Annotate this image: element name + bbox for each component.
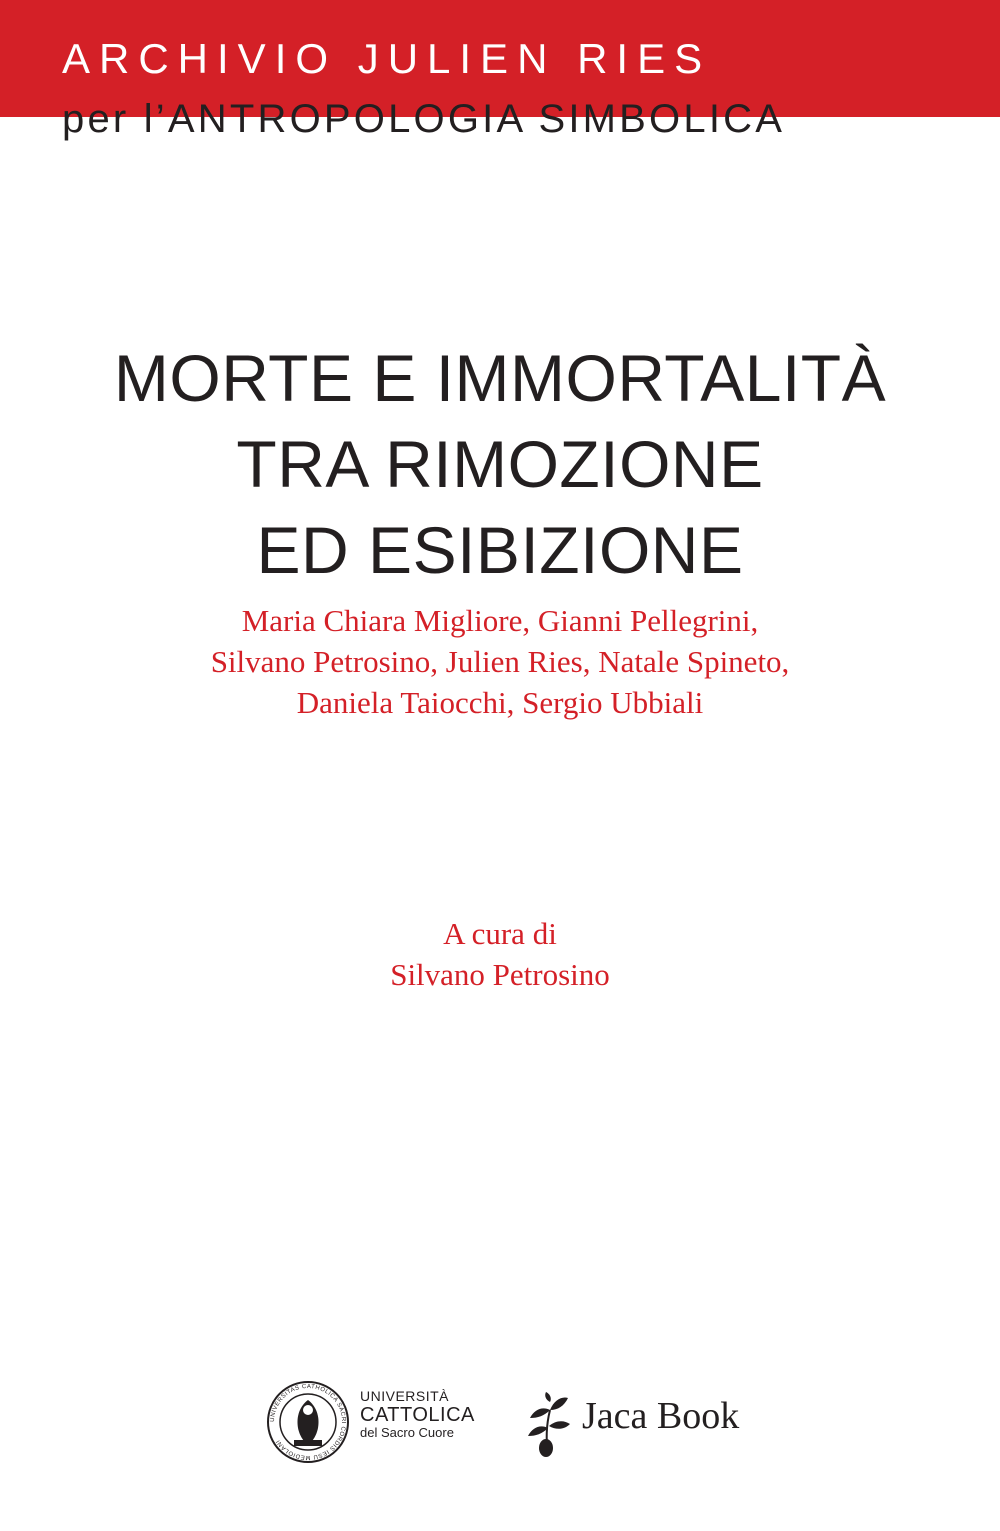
university-logo — [360, 1388, 475, 1441]
jaca-plant-icon — [524, 1388, 572, 1458]
authors-line: Maria Chiara Migliore, Gianni Pellegrini, — [241, 603, 759, 638]
university-name-line1: UNIVERSITÀ — [360, 1388, 450, 1404]
jaca-book-name: Jaca Book — [582, 1395, 740, 1437]
book-title-line: TRA RIMOZIONE — [236, 427, 764, 501]
university-name-line3: del Sacro Cuore — [360, 1425, 454, 1440]
book-title-line: MORTE E IMMORTALITÀ — [113, 341, 887, 415]
book-title-line: ED ESIBIZIONE — [256, 513, 744, 587]
series-title: ARCHIVIO JULIEN RIES — [62, 35, 712, 82]
authors-line: Silvano Petrosino, Julien Ries, Natale Spineto, — [210, 644, 790, 679]
university-name-line2: CATTOLICA — [360, 1404, 475, 1426]
series-subtitle: per l’ANTROPOLOGIA SIMBOLICA — [62, 97, 786, 141]
editor-label: A cura di — [443, 916, 557, 951]
university-seal-icon — [266, 1380, 350, 1464]
publisher-logos — [0, 1370, 1000, 1470]
book-title — [0, 335, 1000, 593]
authors-line: Daniela Taiocchi, Sergio Ubbiali — [296, 685, 704, 720]
editor-credit — [0, 913, 1000, 995]
university-seal-text: UNIVERSITAS CATHOLICA SACRI CORDIS IESU MEDIOLANI — [269, 1383, 347, 1461]
editor-name: Silvano Petrosino — [390, 957, 610, 992]
authors-list — [0, 600, 1000, 723]
